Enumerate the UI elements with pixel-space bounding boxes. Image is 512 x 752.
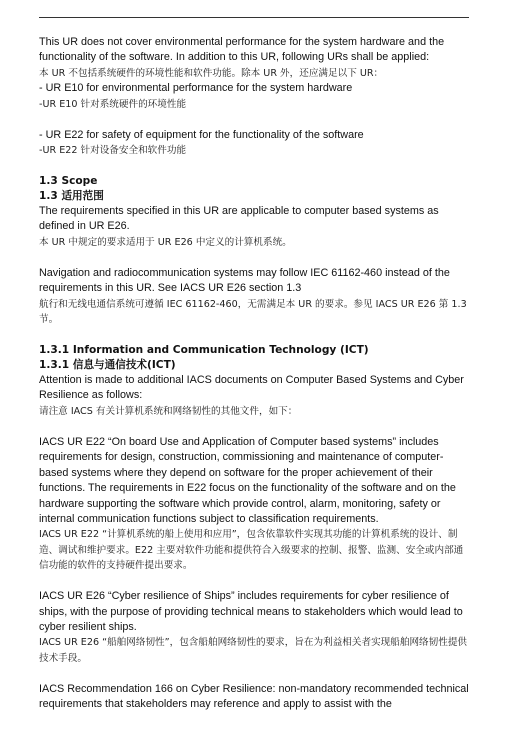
paragraph-zh: IACS UR E22 “计算机系统的船上使用和应用”，包含依靠软件实现其功能的计算机系统的设计、制造、调试和维护要求。E22 主要对软件功能和提供符合入级要求的控制、报警、监测、安全或内部通信功能的软件的支持硬件提出要求。 (39, 529, 464, 572)
paragraph-zh: 请注意 IACS 有关计算机系统和网络韧性的其他文件，如下： (39, 405, 298, 417)
section-heading: 1.3 Scope (39, 175, 98, 188)
paragraph: IACS Recommendation 166 on Cyber Resilience: non-mandatory recommended technical requirements that stakeholders may reference and apply to assist with the (39, 682, 469, 711)
list-item-zh: -UR E10 针对系统硬件的环境性能 (39, 98, 187, 110)
paragraph: IACS UR E26 “Cyber resilience of Ships” includes requirements for cyber resilience of ships, with the purpose of providing technical means to stakeholders which would lead to cyber resilient ships. (39, 590, 463, 633)
subsection-heading: 1.3.1 Information and Communication Technology (ICT) (39, 344, 369, 357)
paragraph-zh: IACS UR E26 “船舶网络韧性”，包含船舶网络韧性的要求，旨在为利益相关者实现船舶网络韧性提供技术手段。 (39, 637, 468, 664)
document-body (39, 35, 471, 713)
intro-paragraph: This UR does not cover environmental performance for the system hardware and the functionality of the software. In addition to this UR, following URs shall be applied: (39, 36, 445, 64)
list-item: - UR E10 for environmental performance for the system hardware (39, 82, 353, 95)
paragraph: Navigation and radiocommunication systems may follow IEC 61162-460 instead of the requirements in this UR. See IACS UR E26 section 1.3 (39, 266, 450, 295)
paragraph-zh: 航行和无线电通信系统可遵循 IEC 61162-460，无需满足本 UR 的要求。参见 IACS UR E26 第 1.3 节。 (39, 298, 467, 326)
paragraph: Attention is made to additional IACS documents on Computer Based Systems and Cyber Resilience as follows: (39, 374, 464, 402)
intro-paragraph-zh: 本 UR 不包括系统硬件的环境性能和软件功能。除本 UR 外，还应满足以下 UR： (39, 67, 384, 79)
section-heading-zh: 1.3 适用范围 (39, 190, 104, 203)
header-rule (39, 17, 469, 18)
subsection-heading-zh: 1.3.1 信息与通信技术(ICT) (39, 359, 176, 372)
list-item: - UR E22 for safety of equipment for the functionality of the software (39, 128, 364, 141)
paragraph: IACS UR E22 “On board Use and Application of Computer based systems” includes requirements for design, construction, commissioning and maintenance of computer-based systems where they depend on software for the proper achievement of their functions. The requirements in E22 focus on the functionality of the software and on the hardware supporting the software which provide control, alarm, monitoring, safety or internal communication functions subject to classification requirements. (39, 435, 456, 525)
paragraph-zh: 本 UR 中规定的要求适用于 UR E26 中定义的计算机系统。 (39, 236, 292, 248)
paragraph: The requirements specified in this UR are applicable to computer based systems as defined in UR E26. (39, 205, 439, 233)
list-item-zh: -UR E22 针对设备安全和软件功能 (39, 145, 187, 157)
